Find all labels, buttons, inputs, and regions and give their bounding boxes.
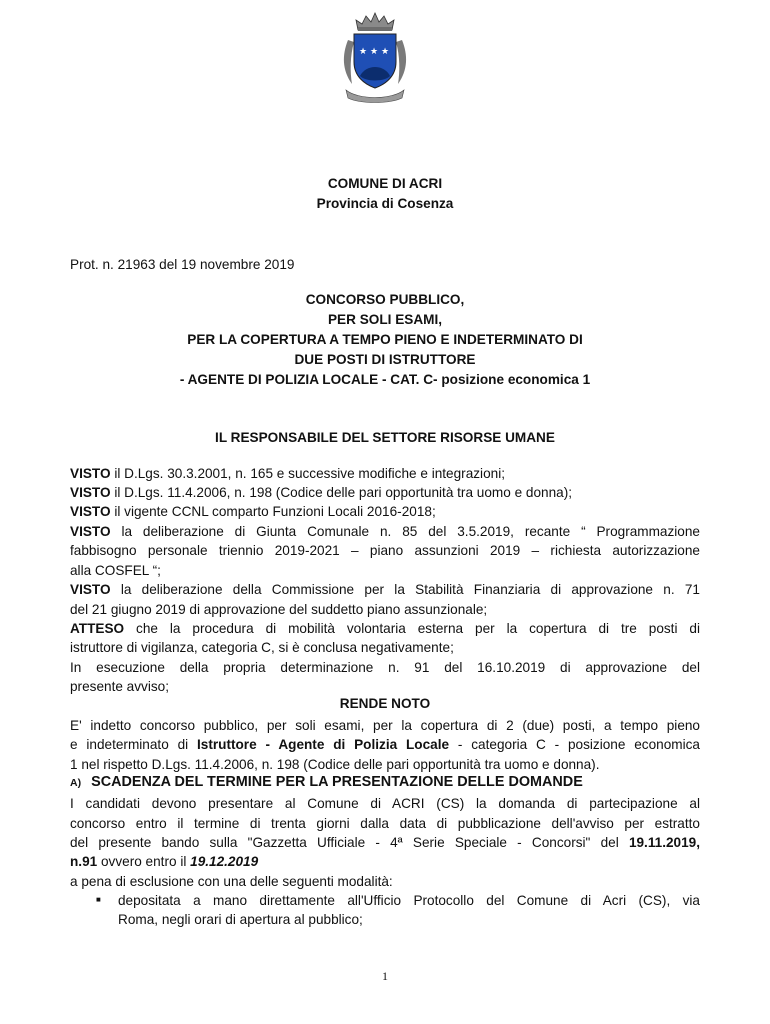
premise-text: il D.Lgs. 30.3.2001, n. 165 e successive modifiche e integrazioni; (110, 466, 505, 481)
announcement-line-2 (70, 735, 700, 754)
section-a-line-1: I candidati devono presentare al Comune di ACRI (CS) la domanda di partecipazione al (70, 796, 700, 811)
page-number: 1 (382, 969, 388, 983)
svg-text:★: ★ (381, 47, 390, 57)
premise-keyword: VISTO (70, 466, 111, 481)
premise-7-line-2: presente avviso; (70, 679, 169, 694)
premise-4-line-1 (70, 522, 700, 541)
announcement-position: Istruttore - Agente di Polizia Locale (196, 737, 450, 752)
municipality-heading: COMUNE DI ACRI (327, 176, 443, 191)
section-title: SCADENZA DEL TERMINE PER LA PRESENTAZIONE DELLE DOMANDE (91, 774, 583, 790)
title-line-5: - AGENTE DI POLIZIA LOCALE - CAT. C- posizione economica 1 (179, 372, 591, 387)
bullet-1-line-1: depositata a mano direttamente all'Ufficio Protocollo del Comune di Acri (CS), via (118, 893, 700, 908)
premise-text: che la procedura di mobilità volontaria esterna per la copertura di tre posti di (124, 621, 700, 636)
title-line-4: DUE POSTI DI ISTRUTTORE (294, 352, 476, 367)
premise-keyword: ATTESO (70, 621, 125, 636)
premise-4-line-2: fabbisogno personale triennio 2019-2021 – piano assunzioni 2019 – richiesta autorizzazione (70, 543, 700, 558)
premise-text: il D.Lgs. 11.4.2006, n. 198 (Codice delle pari opportunità tra uomo e donna); (110, 485, 573, 500)
province-heading: Provincia di Cosenza (316, 196, 454, 211)
responsible-heading: IL RESPONSABILE DEL SETTORE RISORSE UMANE (215, 430, 555, 445)
premise-5-line-2: del 21 giugno 2019 di approvazione del suddetto piano assunzionale; (70, 602, 488, 617)
premise-6-line-2: istruttore di vigilanza, categoria C, si è conclusa negativamente; (70, 640, 454, 655)
announcement-line-3: 1 nel rispetto D.Lgs. 11.4.2006, n. 198 (Codice delle pari opportunità tra uomo e donna). (70, 757, 600, 772)
stars-icon (359, 47, 389, 57)
title-line-2: PER SOLI ESAMI, (327, 312, 443, 327)
premise-keyword: VISTO (70, 582, 111, 597)
premise-text: il vigente CCNL comparto Funzioni Locali 2016-2018; (110, 504, 436, 519)
premise-5-line-1 (70, 580, 700, 599)
section-a-text: del presente bando sulla "Gazzetta Ufficiale - 4ª Serie Speciale - Concorsi" del (70, 835, 629, 850)
premise-6-line-1 (70, 619, 700, 638)
premise-2 (70, 483, 700, 502)
premise-keyword: VISTO (70, 504, 111, 519)
section-a-line-4 (70, 852, 700, 871)
bullet-1-line-2: Roma, negli orari di apertura al pubblico; (118, 912, 363, 927)
premise-7-line-1: In esecuzione della propria determinazione n. 91 del 16.10.2019 di approvazione del (70, 660, 700, 675)
svg-text:★: ★ (370, 47, 379, 57)
section-a-text: ovvero entro il (97, 854, 191, 869)
premise-text: la deliberazione della Commissione per la Stabilità Finanziaria di approvazione n. 71 (110, 582, 700, 597)
premise-3 (70, 502, 700, 521)
svg-text:★: ★ (359, 47, 368, 57)
title-line-3: PER LA COPERTURA A TEMPO PIENO E INDETERMINATO DI (187, 332, 583, 347)
coat-of-arms-emblem (338, 10, 412, 106)
premise-4-line-3: alla COSFEL “; (70, 563, 161, 578)
deadline-date: 19.12.2019 (190, 854, 259, 869)
section-letter: A) (70, 777, 82, 789)
announcement-line-1: E' indetto concorso pubblico, per soli esami, per la copertura di 2 (due) posti, a tempo pieno (70, 718, 700, 733)
bullet-icon: ■ (96, 895, 101, 904)
rende-noto-heading: RENDE NOTO (339, 696, 431, 711)
premise-keyword: VISTO (70, 485, 111, 500)
title-line-1: CONCORSO PUBBLICO, (305, 292, 465, 307)
gazette-number: n.91 (70, 854, 98, 869)
premise-keyword: VISTO (70, 524, 111, 539)
section-a-line-3 (70, 833, 700, 852)
crown-icon (356, 13, 394, 31)
section-a-line-2: concorso entro il termine di trenta giorni dalla data di pubblicazione dell'avviso per estratto (70, 816, 700, 831)
section-a-line-5: a pena di esclusione con una delle seguenti modalità: (70, 874, 393, 889)
protocol-number: Prot. n. 21963 del 19 novembre 2019 (70, 257, 295, 272)
section-a-heading (70, 773, 700, 793)
premise-1 (70, 464, 700, 483)
announcement-text: e indeterminato di (70, 737, 197, 752)
publication-date: 19.11.2019, (628, 835, 700, 850)
announcement-text: - categoria C - posizione economica (449, 737, 700, 752)
premise-text: la deliberazione di Giunta Comunale n. 85 del 3.5.2019, recante “ Programmazione (110, 524, 700, 539)
